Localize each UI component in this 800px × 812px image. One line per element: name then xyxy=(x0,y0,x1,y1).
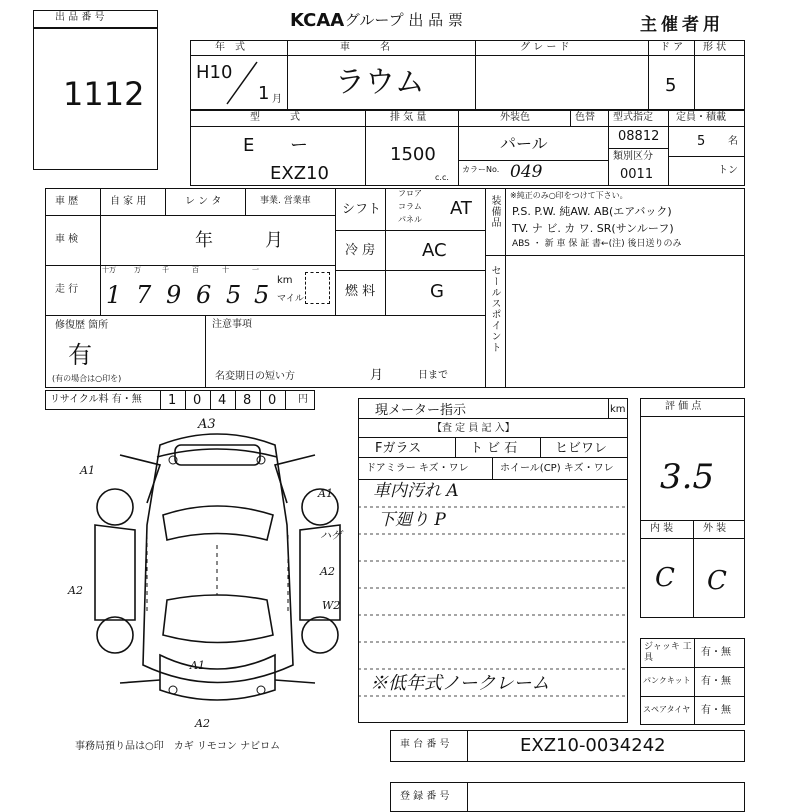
glass-opt: ヒビワレ xyxy=(555,441,608,456)
note-line: ※低年式ノークレーム xyxy=(370,673,550,694)
car-name: ラウム xyxy=(335,65,425,100)
caution-label: 注意事項 xyxy=(212,319,252,330)
recycle-digit: 1 xyxy=(168,393,177,408)
month-suffix: 月 xyxy=(272,94,282,105)
mileage-head: 万 xyxy=(134,266,141,274)
model-prefix: E xyxy=(243,135,255,156)
car-diagram xyxy=(75,415,360,735)
glass-label: Fガラス xyxy=(375,441,422,456)
equip-note: ※純正のみ○印をつけて下さい。 xyxy=(510,191,628,200)
glass-opt: ト ビ 石 xyxy=(470,441,518,456)
damage-mark: A2 xyxy=(68,584,83,597)
model-dash: ー xyxy=(290,135,308,156)
tool-value-jack: 有・無 xyxy=(701,647,731,658)
namechange-day: 日まで xyxy=(418,370,448,381)
shaken-month: 月 xyxy=(265,230,283,251)
interior-label: 内 装 xyxy=(650,523,674,534)
recycle-unit: 円 xyxy=(298,394,308,405)
mileage-head: 百 xyxy=(192,266,199,274)
mileage-head: 十 xyxy=(222,266,229,274)
note-line: 車内汚れ A xyxy=(373,481,459,501)
capacity-value: 5 xyxy=(697,134,706,149)
colorno-value: 049 xyxy=(510,162,543,182)
year-era: H10 xyxy=(196,62,233,83)
tool-label-jack: ジャッキ 工 具 xyxy=(644,642,692,663)
year-slash xyxy=(222,58,262,108)
damage-mark: ハゲ xyxy=(320,529,342,542)
history-opt-rental: レ ン タ xyxy=(185,196,222,207)
recycle-label: リサイクル料 有・無 xyxy=(50,394,142,405)
damage-mark: W2 xyxy=(322,599,341,612)
tool-label-puncture: パンクキット xyxy=(643,676,691,685)
history-label: 車 歴 xyxy=(55,196,79,207)
inspector-label: 【査 定 員 記 入】 xyxy=(432,423,515,434)
disp-unit: c.c. xyxy=(435,173,449,182)
mirror-label: ドアミラー キズ・ワレ xyxy=(366,463,469,474)
shift-label: シフト xyxy=(342,202,382,217)
note-line: 下廻り P xyxy=(378,510,446,530)
disp-label: 排 気 量 xyxy=(390,112,427,123)
damage-mark: A1 xyxy=(80,464,95,477)
shaken-label: 車 検 xyxy=(55,234,79,245)
grade-score: 3.5 xyxy=(660,457,715,497)
damage-mark: A1 xyxy=(318,487,333,500)
shift-opt: パネル xyxy=(398,215,422,224)
equip-line1: P.S. P.W. 純AW. AB(エアバック) xyxy=(512,205,672,218)
shaken-year: 年 xyxy=(195,230,213,251)
mileage-digit: 5 xyxy=(226,281,242,309)
recycle-digit: 8 xyxy=(243,393,252,408)
shift-value: AT xyxy=(450,198,472,219)
namechange-month: 月 xyxy=(370,368,384,383)
class-label: 類別区分 xyxy=(613,151,653,162)
colorno-label: カラーNo. xyxy=(462,165,500,174)
model-code: EXZ10 xyxy=(270,163,329,184)
capacity-unit: 名 xyxy=(728,136,738,147)
lot-number: 1112 xyxy=(63,75,145,113)
equip-label: 装備品 xyxy=(489,195,500,228)
wheel-label: ホイール(CP) キズ・ワレ xyxy=(500,463,614,474)
fuel-value: G xyxy=(430,281,444,302)
mileage-head: 千 xyxy=(162,266,169,274)
mileage-digits xyxy=(100,265,275,315)
exterior-label: 外 装 xyxy=(703,523,727,534)
exterior-grade: C xyxy=(707,566,727,596)
ac-label: 冷 房 xyxy=(345,243,376,258)
namechange-label: 名変期日の短い方 xyxy=(215,371,295,382)
recycle-digit: 0 xyxy=(268,393,277,408)
chassis-number: EXZ10-0034242 xyxy=(520,735,666,756)
mileage-digit: 6 xyxy=(196,281,212,309)
displacement: 1500 xyxy=(390,144,436,165)
shift-opt: コラム xyxy=(398,202,422,211)
name-label: 車 名 xyxy=(340,42,390,53)
equip-line3: ABS ・ 新 車 保 証 書←(注) 後日送りのみ xyxy=(512,239,682,249)
grade-label: 評 価 点 xyxy=(665,401,702,412)
color-value: パール xyxy=(500,134,548,153)
mileage-label: 走 行 xyxy=(55,284,79,295)
history-opt-business: 事業. 営業車 xyxy=(260,196,311,206)
mileage-digit: 7 xyxy=(136,281,152,309)
recycle-digit: 4 xyxy=(218,393,227,408)
mile-label: マイル xyxy=(277,294,304,304)
equip-line2: TV. ナ ビ. カ ワ. SR(サンルーフ) xyxy=(512,222,674,235)
repair-label: 修復歴 箇所 xyxy=(55,320,109,331)
note-rules xyxy=(358,480,628,723)
mile-checkbox[interactable] xyxy=(305,272,330,304)
type-designation-value: 08812 xyxy=(618,129,660,144)
damage-mark: A2 xyxy=(320,565,335,578)
year-label: 年 式 xyxy=(215,42,245,53)
door-count: 5 xyxy=(665,75,677,96)
class-value: 0011 xyxy=(620,167,654,182)
sales-point-label: セールスポイント xyxy=(489,265,500,353)
recycle-digit: 0 xyxy=(193,393,202,408)
km-label: km xyxy=(277,275,293,286)
door-label: ド ア xyxy=(660,42,684,53)
lot-label: 出 品 番 号 xyxy=(55,12,105,23)
load-unit: トン xyxy=(718,165,738,176)
tool-value-puncture: 有・無 xyxy=(701,676,731,687)
mileage-digit: 5 xyxy=(254,281,270,309)
color-change-label: 色替 xyxy=(575,112,595,123)
shift-opt: フロア xyxy=(398,189,422,198)
capacity-label: 定員・積載 xyxy=(676,112,726,123)
brand-logo: KCAA xyxy=(290,10,345,31)
chassis-label: 車 台 番 号 xyxy=(400,739,450,750)
tool-label-spare: スペアタイヤ xyxy=(643,705,691,714)
history-opt-private: 自 家 用 xyxy=(110,196,147,207)
repair-note: (有の場合は○印を) xyxy=(52,374,122,383)
mileage-head: 一 xyxy=(252,266,259,274)
shape-label: 形 状 xyxy=(703,42,727,53)
grade-label: グ レ ー ド xyxy=(520,42,570,53)
custody-items: 事務局預り品は○印 カギ リモコン ナビロム xyxy=(75,741,281,752)
mileage-digit: 9 xyxy=(166,281,182,309)
damage-mark: A2 xyxy=(195,717,210,730)
mileage-digit: 1 xyxy=(106,281,122,309)
registration-label: 登 録 番 号 xyxy=(400,791,450,802)
meter-label: 現メーター指示 xyxy=(375,403,467,418)
role-label: 主催者用 xyxy=(640,15,724,35)
repair-value: 有 xyxy=(68,341,92,369)
ac-value: AC xyxy=(422,240,447,261)
fuel-label: 燃 料 xyxy=(345,284,376,299)
year-month: 1 xyxy=(258,83,270,104)
tool-value-spare: 有・無 xyxy=(701,705,731,716)
meter-unit: km xyxy=(610,404,626,415)
model-label: 型 式 xyxy=(250,112,300,123)
color-label: 外装色 xyxy=(500,112,530,123)
damage-mark: A1 xyxy=(190,659,205,672)
interior-grade: C xyxy=(655,563,675,593)
mileage-head: 十万 xyxy=(102,266,116,274)
type-designation-label: 型式指定 xyxy=(613,112,653,123)
damage-mark: A3 xyxy=(198,417,216,432)
sheet-title: .グループ 出 品 票 xyxy=(340,11,463,29)
